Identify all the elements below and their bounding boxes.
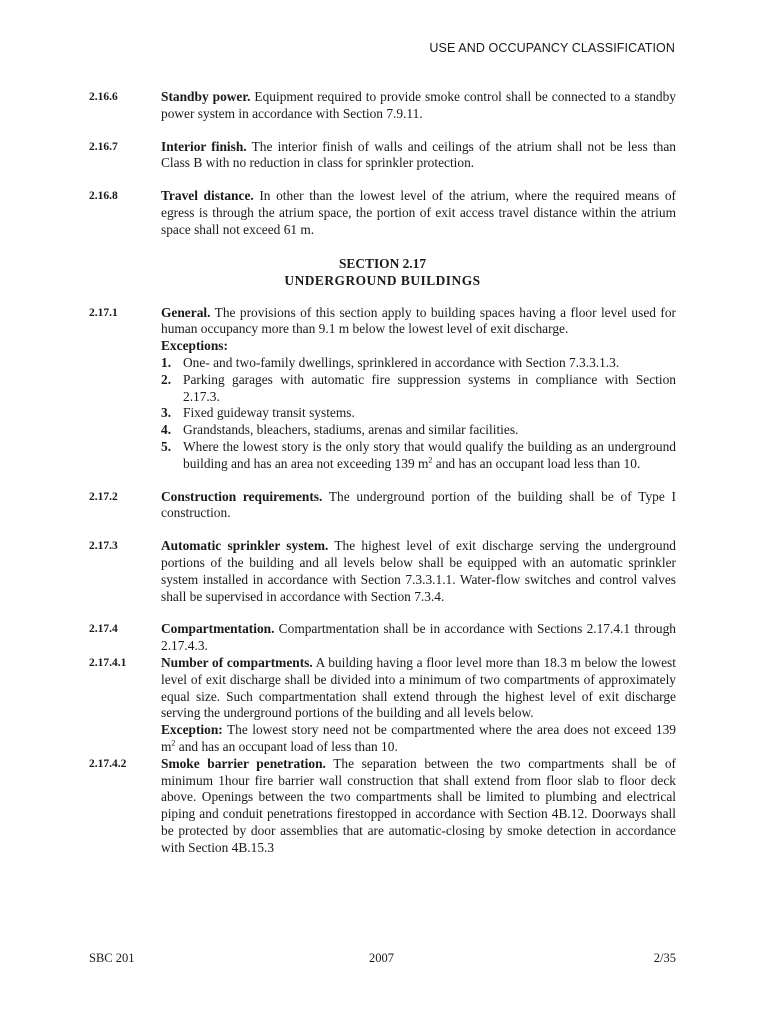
list-item: [161, 439, 676, 473]
section-title: SECTION 2.17: [338, 255, 427, 271]
footer-page-number: 2/35: [653, 951, 676, 965]
section-2-16-6: [89, 89, 676, 123]
section-heading: Compartmentation.: [161, 621, 275, 637]
section-text: A building having a floor level more than 18.3 m below the lowest level of exit discharge shall be divided into a minimum of two compartments of approximately equal size. Such compartmentation shall extend through the highest level of exit discharge serving the underground portions of the building and all levels below.: [161, 654, 676, 721]
section-heading: Interior finish.: [161, 138, 247, 154]
section-number: 2.16.7: [89, 140, 118, 153]
list-text: Fixed guideway transit systems.: [183, 405, 355, 421]
section-number: 2.16.8: [89, 190, 118, 203]
list-item: [161, 422, 676, 439]
list-number: 4.: [161, 422, 172, 438]
list-item: [161, 372, 676, 406]
section-number: 2.17.4.1: [89, 656, 127, 669]
section-2-17-4: [89, 621, 676, 655]
section-heading: General.: [161, 304, 211, 320]
exceptions-list: [161, 355, 676, 473]
list-item: [161, 355, 676, 372]
section-2-17-1: [89, 305, 676, 473]
section-text: Compartmentation shall be in accordance with Sections 2.17.4.1 through 2.17.4.3.: [161, 621, 676, 654]
section-number: 2.17.2: [89, 490, 118, 503]
section-number: 2.17.4.2: [89, 757, 127, 770]
section-heading: Construction requirements.: [161, 488, 323, 504]
page-footer: [89, 951, 676, 967]
section-2-16-7: [89, 139, 676, 173]
section-text: In other than the lowest level of the atrium, where the required means of egress is through the atrium space, the portion of exit access travel distance within the atrium space shall not exceed 61 m.: [161, 188, 676, 237]
list-item: [161, 405, 676, 422]
footer-year: 2007: [369, 951, 394, 965]
exception-text-end: and has an occupant load of less than 10.: [175, 738, 398, 754]
section-text: Equipment required to provide smoke control shall be connected to a standby power system in accordance with Section 7.9.11.: [161, 89, 676, 121]
section-number: 2.17.1: [89, 306, 118, 319]
section-heading: Automatic sprinkler system.: [161, 538, 329, 554]
section-text: The underground portion of the building shall be of Type I construction.: [161, 488, 676, 521]
section-text: The interior finish of walls and ceilings of the atrium shall not be less than Class B with no reduction in class for sprinkler protection.: [161, 138, 676, 171]
section-2-17-2: [89, 489, 676, 523]
superscript: 2: [171, 738, 176, 748]
section-text: The separation between the two compartments shall be of minimum 1hour fire barrier wall construction that shall extend from floor slab to floor deck above. Openings between the two compartments shall be limited to plumbing and electrical piping and conduit penetrations firestopped in accordance with Section 4B.12. Doorways shall be protected by door assemblies that are automatic-closing by smoke detection in accordance with Section 4B.15.3: [161, 755, 677, 855]
section-number: 2.17.4: [89, 623, 118, 636]
section-2-17-3: [89, 538, 676, 605]
list-text: Grandstands, bleachers, stadiums, arenas and similar facilities.: [183, 422, 519, 438]
section-heading: Smoke barrier penetration.: [161, 755, 326, 771]
section-2-17-4-1: [89, 655, 676, 756]
list-number: 3.: [161, 405, 172, 421]
section-text: The provisions of this section apply to building spaces having a floor level used for human occupancy more than 9.1 m below the lowest level of exit discharge.: [161, 304, 676, 337]
section-text: The highest level of exit discharge serving the underground portions of the building and all levels below shall be equipped with an automatic sprinkler system installed in accordance with Section 7.3.3.1.1. Water-flow switches and control valves shall be supervised in accordance with Section 7.3.4.: [161, 538, 676, 604]
exception-text: The lowest story need not be compartmented where the area does not exceed 139 m: [161, 722, 676, 754]
superscript: 2: [428, 455, 433, 465]
exception-paragraph: [161, 722, 676, 756]
exceptions-label: Exceptions:: [161, 338, 228, 354]
section-2-16-8: [89, 188, 676, 238]
section-heading: Number of compartments.: [161, 654, 313, 670]
list-text: Parking garages with automatic fire suppression systems in compliance with Section 2.17.3.: [183, 371, 676, 404]
list-text: One- and two-family dwellings, sprinklered in accordance with Section 7.3.3.1.3.: [183, 354, 620, 370]
running-header: USE AND OCCUPANCY CLASSIFICATION: [429, 41, 675, 55]
section-number: 2.16.6: [89, 91, 118, 103]
list-number: 5.: [161, 438, 172, 454]
list-text: Where the lowest story is the only story that would qualify the building as an underground building and has an area not exceeding 139 m: [183, 438, 676, 471]
list-number: 1.: [161, 354, 172, 370]
section-heading: Travel distance.: [161, 188, 254, 204]
section-number: 2.17.3: [89, 540, 118, 553]
section-heading: Standby power.: [161, 89, 251, 104]
section-subtitle: UNDERGROUND BUILDINGS: [284, 272, 481, 288]
footer-doc-id: SBC 201: [89, 951, 135, 965]
section-2-17-4-2: [89, 756, 676, 857]
list-number: 2.: [161, 371, 172, 387]
list-text-end: and has an occupant load less than 10.: [432, 455, 641, 471]
page-body: [89, 89, 676, 856]
exception-label: Exception:: [161, 722, 223, 738]
